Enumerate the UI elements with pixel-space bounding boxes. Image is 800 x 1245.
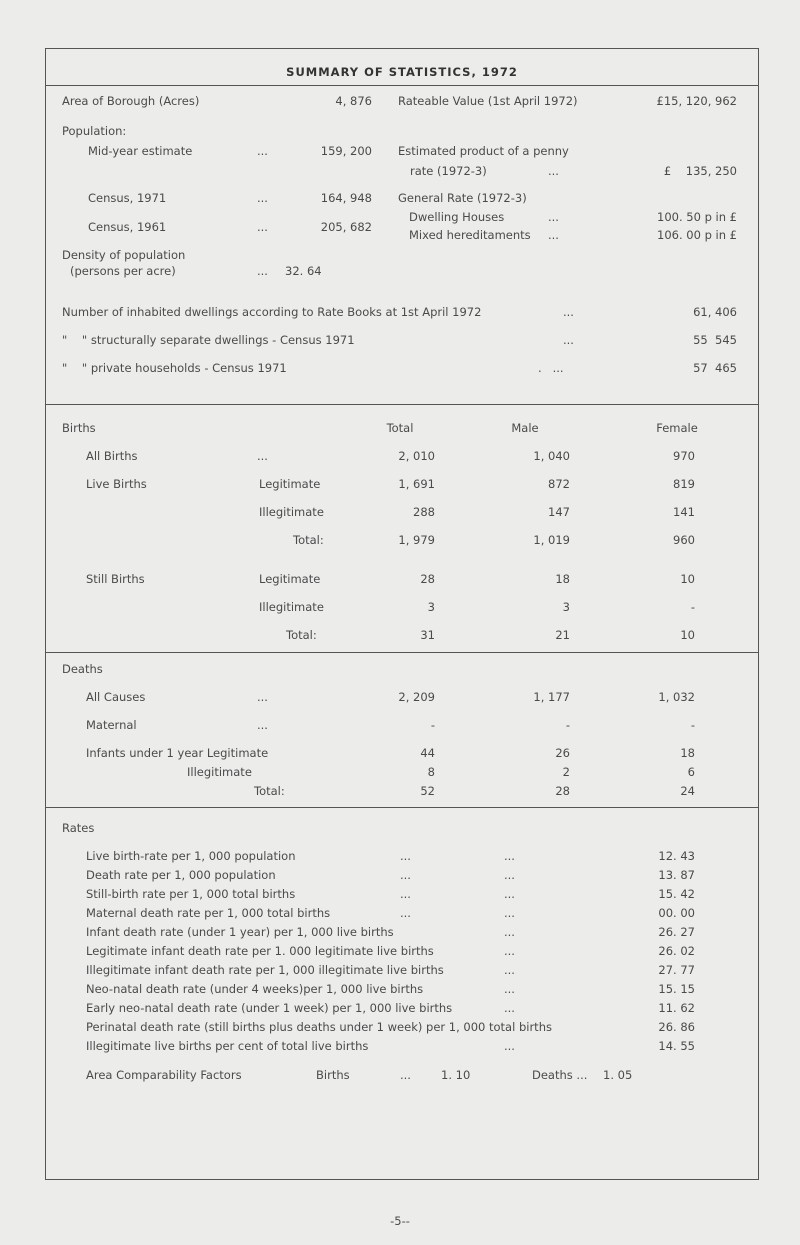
infants-total-female: 24 — [680, 784, 695, 798]
divider — [45, 85, 759, 86]
census1961-value: 205, 682 — [320, 220, 372, 234]
general-rate-label: General Rate (1972-3) — [398, 191, 527, 205]
still-legit-female: 10 — [680, 572, 695, 586]
maternal-male: - — [565, 718, 570, 732]
census1961-dots: ... — [257, 220, 268, 234]
rate-label: Death rate per 1, 000 population — [86, 868, 276, 882]
all-causes-dots: ... — [257, 690, 268, 704]
inhabited-dots: ... — [563, 305, 574, 319]
rate-dots: ... — [504, 887, 515, 901]
live-legit-label: Legitimate — [259, 477, 321, 491]
infants-label: Infants under 1 year Legitimate — [86, 746, 269, 760]
maternal-label: Maternal — [86, 718, 137, 732]
rate-value: 26. 27 — [658, 925, 695, 939]
rate-dots: ... — [504, 925, 515, 939]
live-births-label: Live Births — [86, 477, 147, 491]
still-total-male: 21 — [555, 628, 570, 642]
dwelling-dots: ... — [548, 210, 559, 224]
infants-total-male: 28 — [555, 784, 570, 798]
all-causes-label: All Causes — [86, 690, 146, 704]
rate-dots: ... — [504, 849, 515, 863]
all-births-male: 1, 040 — [533, 449, 570, 463]
all-causes-total: 2, 209 — [398, 690, 435, 704]
rates-heading: Rates — [62, 821, 95, 835]
midyear-label: Mid-year estimate — [88, 144, 193, 158]
live-illegit-female: 141 — [673, 505, 695, 519]
live-legit-total: 1, 691 — [398, 477, 435, 491]
density-label-1: Density of population — [62, 248, 186, 262]
rate-label: Still-birth rate per 1, 000 total births — [86, 887, 296, 901]
live-illegit-label: Illegitimate — [259, 505, 324, 519]
rate-value: 11. 62 — [658, 1001, 695, 1015]
maternal-total: - — [430, 718, 435, 732]
all-causes-female: 1, 032 — [658, 690, 695, 704]
rate-value: 26. 02 — [658, 944, 695, 958]
still-illegit-male: 3 — [562, 600, 570, 614]
mixed-label: Mixed hereditaments — [409, 228, 531, 242]
live-legit-female: 819 — [673, 477, 695, 491]
census1961-label: Census, 1961 — [88, 220, 167, 234]
still-total-label: Total: — [286, 628, 317, 642]
structural-value: 55 545 — [693, 333, 737, 347]
infants-legit-male: 26 — [555, 746, 570, 760]
col-female-header: Female — [656, 421, 698, 435]
inhabited-label: Number of inhabited dwellings according to Rate Books at 1st April 1972 — [62, 305, 482, 319]
census1971-value: 164, 948 — [320, 191, 372, 205]
rate-label: Illegitimate live births per cent of total live births — [86, 1039, 369, 1053]
infants-total-total: 52 — [420, 784, 435, 798]
still-legit-total: 28 — [420, 572, 435, 586]
divider — [45, 807, 759, 808]
rate-label: Maternal death rate per 1, 000 total births — [86, 906, 331, 920]
rate-dots: ... — [504, 963, 515, 977]
penny-label-2: rate (1972-3) — [410, 164, 487, 178]
live-legit-male: 872 — [548, 477, 570, 491]
rate-dots: ... — [504, 1039, 515, 1053]
col-male-header: Male — [511, 421, 539, 435]
still-illegit-total: 3 — [427, 600, 435, 614]
still-illegit-female: - — [690, 600, 695, 614]
rateable-label: Rateable Value (1st April 1972) — [398, 94, 578, 108]
acf-births-value: 1. 10 — [441, 1068, 471, 1082]
inhabited-value: 61, 406 — [693, 305, 737, 319]
census1971-label: Census, 1971 — [88, 191, 167, 205]
acf-deaths-label: Deaths ... — [532, 1068, 588, 1082]
acf-deaths-value: 1. 05 — [603, 1068, 633, 1082]
midyear-value: 159, 200 — [320, 144, 372, 158]
infants-illegit-male: 2 — [562, 765, 570, 779]
penny-dots: ... — [548, 164, 559, 178]
rate-value: 26. 86 — [658, 1020, 695, 1034]
rate-dots: ... — [400, 868, 411, 882]
live-total-male: 1, 019 — [533, 533, 570, 547]
area-value: 4, 876 — [335, 94, 372, 108]
rate-dots: ... — [504, 906, 515, 920]
households-label: " " private households - Census 1971 — [62, 361, 287, 375]
rate-label: Live birth-rate per 1, 000 population — [86, 849, 296, 863]
rateable-value: £15, 120, 962 — [656, 94, 737, 108]
rate-dots: ... — [400, 849, 411, 863]
dwelling-value: 100. 50 p in £ — [657, 210, 737, 224]
density-dots: ... — [257, 264, 268, 278]
page-title: SUMMARY OF STATISTICS, 1972 — [286, 65, 518, 79]
all-births-dots: ... — [257, 449, 268, 463]
midyear-dots: ... — [257, 144, 268, 158]
acf-births-dots: ... — [400, 1068, 411, 1082]
all-births-label: All Births — [86, 449, 138, 463]
live-total-label: Total: — [293, 533, 324, 547]
births-heading: Births — [62, 421, 96, 435]
rate-value: 15. 15 — [658, 982, 695, 996]
mixed-dots: ... — [548, 228, 559, 242]
rate-value: 00. 00 — [658, 906, 695, 920]
rate-value: 27. 77 — [658, 963, 695, 977]
structural-dots: ... — [563, 333, 574, 347]
maternal-female: - — [690, 718, 695, 732]
infants-illegit-female: 6 — [687, 765, 695, 779]
still-births-label: Still Births — [86, 572, 145, 586]
still-total-female: 10 — [680, 628, 695, 642]
col-total-header: Total — [386, 421, 414, 435]
dwelling-label: Dwelling Houses — [409, 210, 505, 224]
rate-value: 14. 55 — [658, 1039, 695, 1053]
still-legit-male: 18 — [555, 572, 570, 586]
divider — [45, 404, 759, 405]
population-label: Population: — [62, 124, 127, 138]
acf-label: Area Comparability Factors — [86, 1068, 242, 1082]
rate-value: 13. 87 — [658, 868, 695, 882]
rate-dots: ... — [504, 944, 515, 958]
still-legit-label: Legitimate — [259, 572, 321, 586]
infants-legit-total: 44 — [420, 746, 435, 760]
rate-label: Legitimate infant death rate per 1. 000 legitimate live births — [86, 944, 434, 958]
rate-label: Illegitimate infant death rate per 1, 000 illegitimate live births — [86, 963, 444, 977]
structural-label: " " structurally separate dwellings - Census 1971 — [62, 333, 355, 347]
rate-label: Infant death rate (under 1 year) per 1, 000 live births — [86, 925, 394, 939]
rate-label: Early neo-natal death rate (under 1 week) per 1, 000 live births — [86, 1001, 453, 1015]
rate-label: Neo-natal death rate (under 4 weeks)per 1, 000 live births — [86, 982, 424, 996]
infants-illegit-label: Illegitimate — [187, 765, 252, 779]
rate-value: 12. 43 — [658, 849, 695, 863]
deaths-heading: Deaths — [62, 662, 103, 676]
all-births-total: 2, 010 — [398, 449, 435, 463]
mixed-value: 106. 00 p in £ — [657, 228, 737, 242]
density-value: 32. 64 — [285, 264, 322, 278]
live-total-total: 1, 979 — [398, 533, 435, 547]
penny-label-1: Estimated product of a penny — [398, 144, 569, 158]
census1971-dots: ... — [257, 191, 268, 205]
live-illegit-total: 288 — [413, 505, 435, 519]
infants-illegit-total: 8 — [427, 765, 435, 779]
all-causes-male: 1, 177 — [533, 690, 570, 704]
divider — [45, 652, 759, 653]
rate-dots: ... — [400, 887, 411, 901]
infants-total-label: Total: — [254, 784, 285, 798]
live-total-female: 960 — [673, 533, 695, 547]
rate-dots: ... — [400, 906, 411, 920]
infants-legit-female: 18 — [680, 746, 695, 760]
rate-label: Perinatal death rate (still births plus deaths under 1 week) per 1, 000 total births — [86, 1020, 552, 1034]
page-number: -5-- — [390, 1214, 410, 1228]
still-illegit-label: Illegitimate — [259, 600, 324, 614]
acf-births-label: Births — [316, 1068, 350, 1082]
rate-value: 15. 42 — [658, 887, 695, 901]
rate-dots: ... — [504, 982, 515, 996]
all-births-female: 970 — [673, 449, 695, 463]
penny-value: £ 135, 250 — [663, 164, 737, 178]
rate-dots: ... — [504, 868, 515, 882]
live-illegit-male: 147 — [548, 505, 570, 519]
households-dots: . ... — [538, 361, 564, 375]
maternal-dots: ... — [257, 718, 268, 732]
rate-dots: ... — [504, 1001, 515, 1015]
area-label: Area of Borough (Acres) — [62, 94, 200, 108]
density-label-2: (persons per acre) — [70, 264, 176, 278]
households-value: 57 465 — [693, 361, 737, 375]
still-total-total: 31 — [420, 628, 435, 642]
